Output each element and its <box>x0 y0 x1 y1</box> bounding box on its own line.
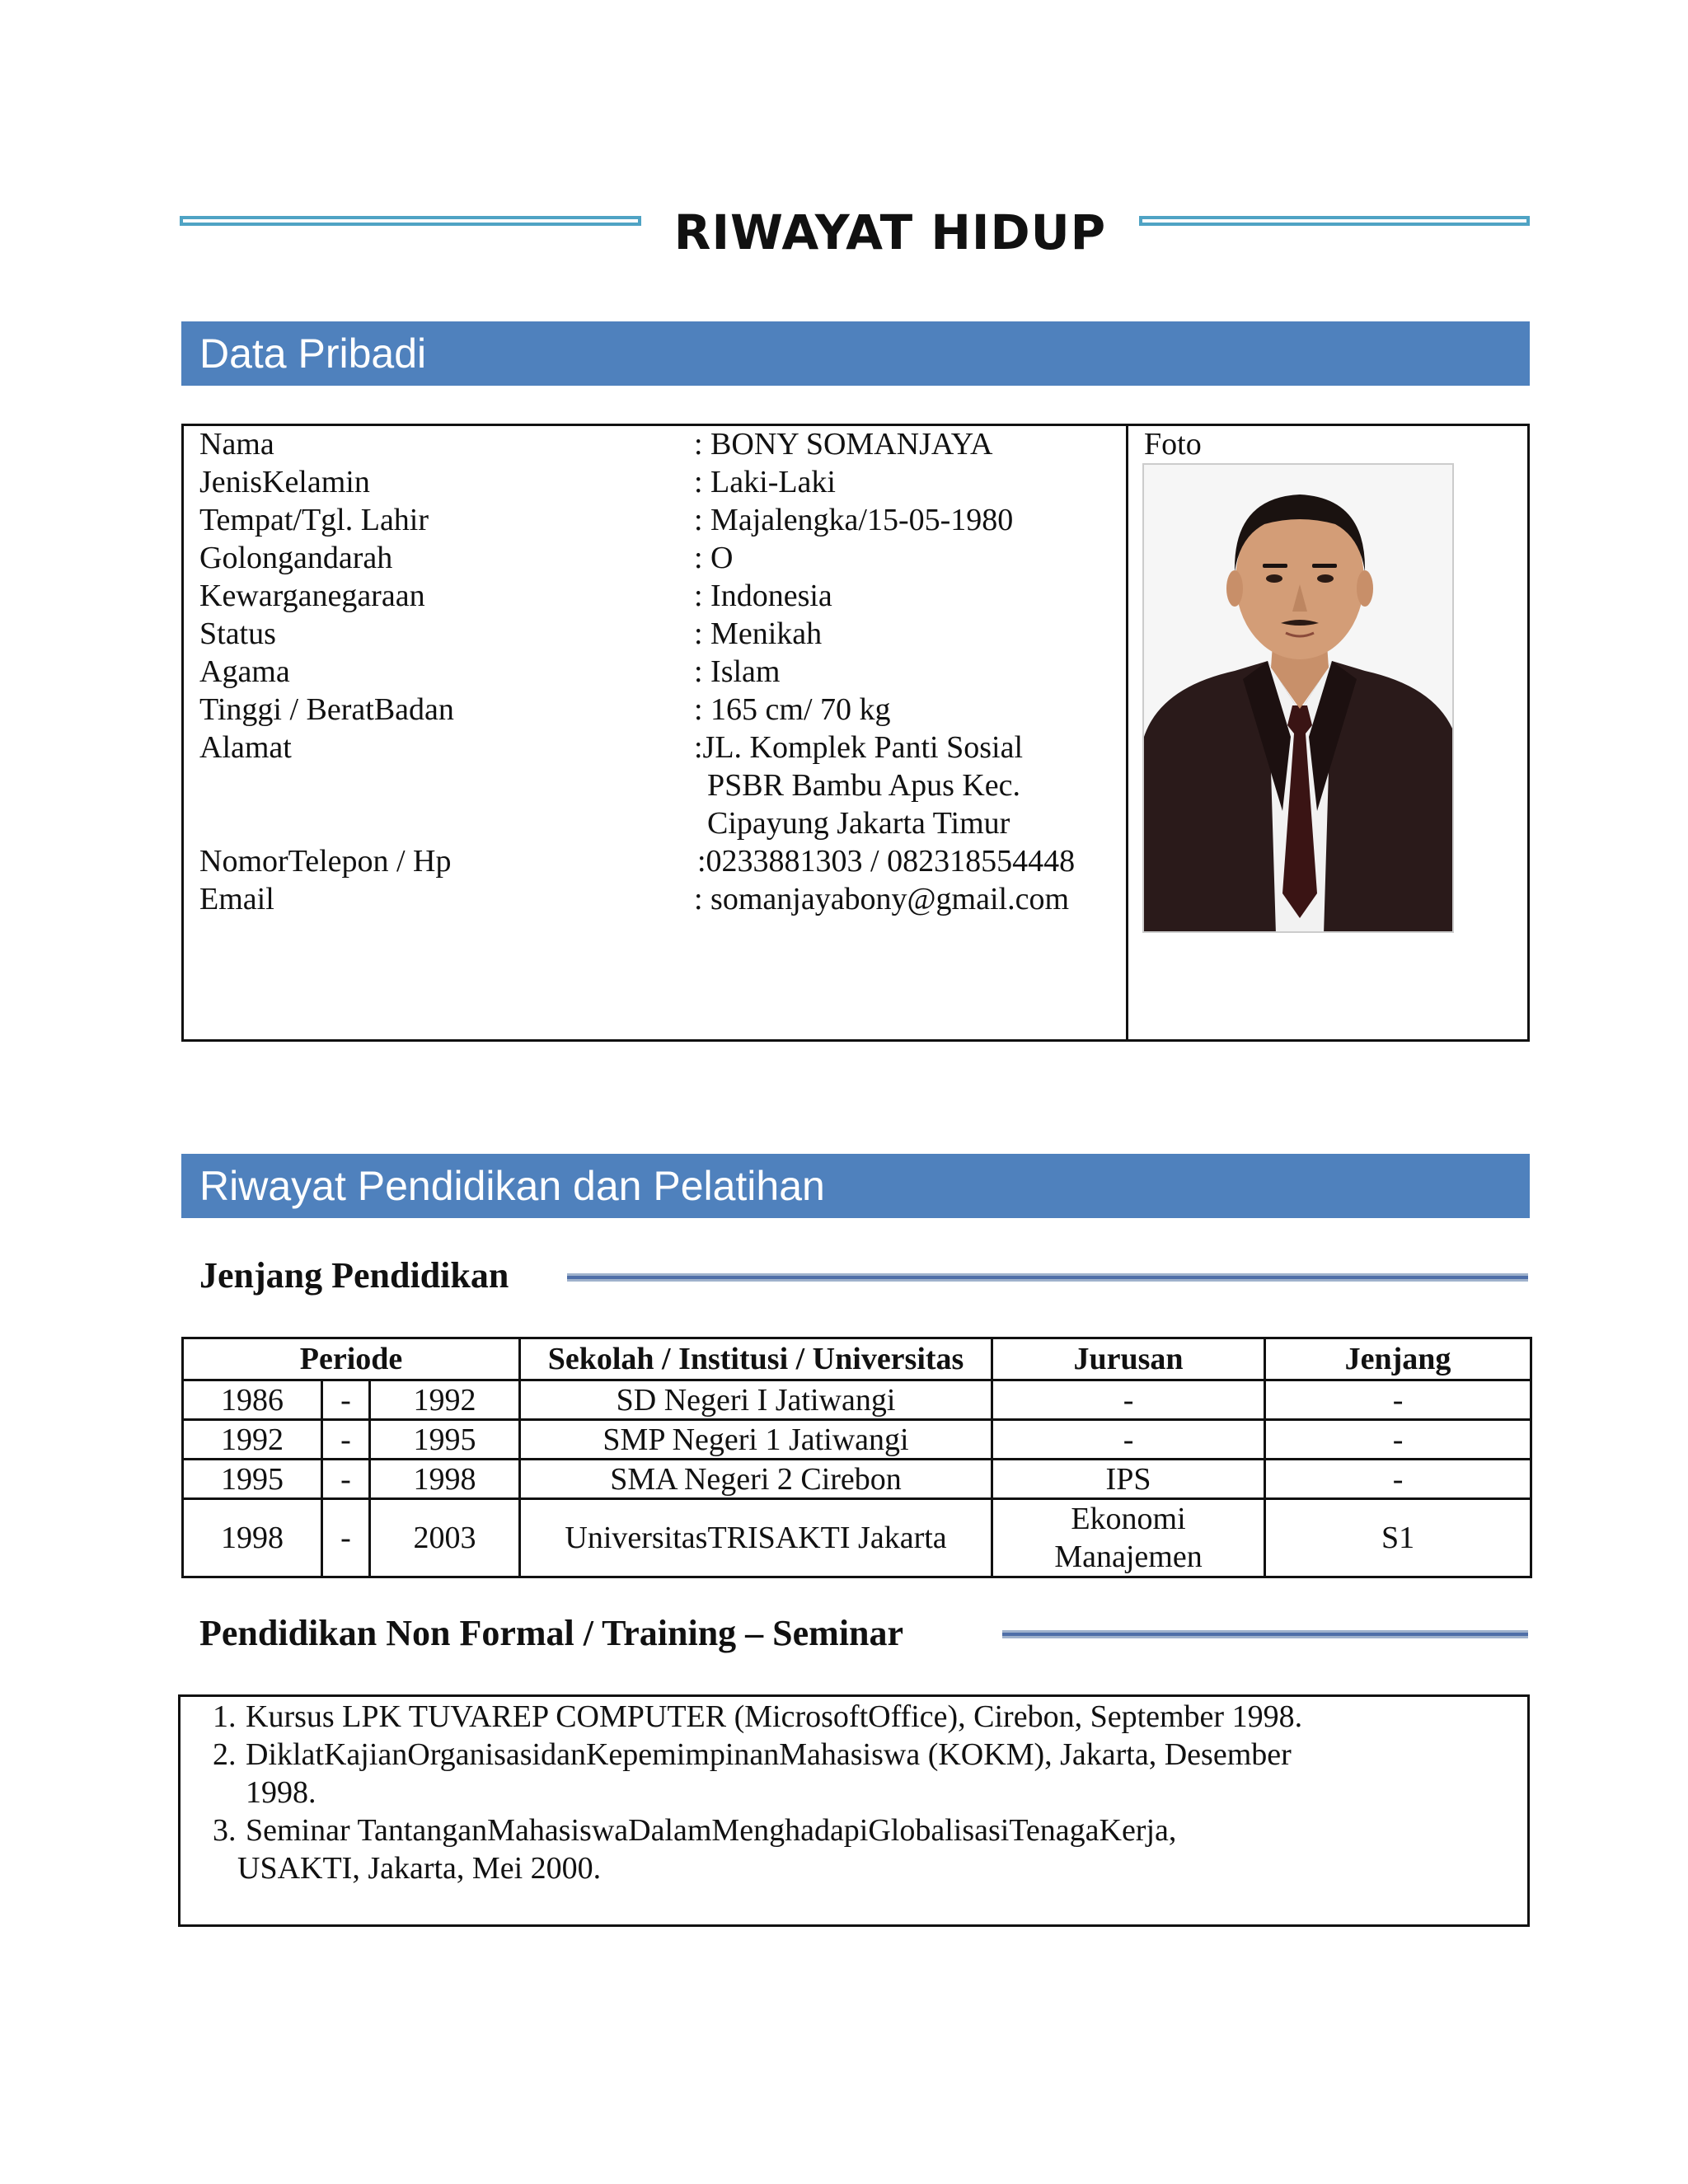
list-item-line: Kursus LPK TUVAREP COMPUTER (MicrosoftOffice), Cirebon, September 1998. <box>246 1699 1303 1734</box>
field-value-nama: : BONY SOMANJAYA <box>694 427 993 462</box>
person-portrait-icon <box>1142 463 1454 933</box>
table-row <box>183 1380 1531 1420</box>
field-value-email: : somanjayabony@gmail.com <box>694 882 1070 916</box>
section-header-personal: Data Pribadi <box>181 321 1530 386</box>
jenjang: - <box>1265 1460 1531 1499</box>
jurusan: IPS <box>992 1460 1265 1499</box>
section-header-education: Riwayat Pendidikan dan Pelatihan <box>181 1154 1530 1218</box>
period-from: 1998 <box>183 1499 322 1577</box>
jurusan-line-2: Manajemen <box>1054 1540 1203 1574</box>
page-title: RIWAYAT HIDUP <box>673 204 1107 260</box>
field-value-agama: : Islam <box>694 654 781 689</box>
period-from: 1995 <box>183 1460 322 1499</box>
jenjang: S1 <box>1265 1499 1531 1577</box>
field-value-alamat-line-1: :JL. Komplek Panti Sosial <box>694 730 1023 765</box>
field-label-alamat: Alamat <box>199 730 292 765</box>
list-item-line: USAKTI, Jakarta, Mei 2000. <box>237 1851 602 1886</box>
jenjang: - <box>1265 1420 1531 1460</box>
education-table <box>181 1337 1532 1578</box>
list-item <box>213 1811 1498 1887</box>
list-item-line: DiklatKajianOrganisasidanKepemimpinanMahasiswa (KOKM), Jakarta, Desember <box>246 1737 1292 1772</box>
school-name: SMA Negeri 2 Cirebon <box>520 1460 992 1499</box>
field-value-alamat-line-3: Cipayung Jakarta Timur <box>707 806 1010 841</box>
period-to: 1998 <box>370 1460 520 1499</box>
school-name: UniversitasTRISAKTI Jakarta <box>520 1499 992 1577</box>
header-periode: Periode <box>183 1338 520 1380</box>
school-name: SD Negeri I Jatiwangi <box>520 1380 992 1420</box>
period-dash: - <box>322 1460 370 1499</box>
field-label-agama: Agama <box>199 654 290 689</box>
jenjang-heading: Jenjang Pendidikan <box>199 1255 509 1296</box>
field-label-email: Email <box>199 882 274 916</box>
period-to: 2003 <box>370 1499 520 1577</box>
list-item-line: 1998. <box>246 1775 316 1810</box>
field-label-telepon: NomorTelepon / Hp <box>199 844 452 879</box>
personal-data-divider <box>1126 424 1128 1042</box>
field-label-nama: Nama <box>199 427 274 462</box>
training-list <box>213 1698 1498 1887</box>
title-decor-right <box>1139 216 1530 226</box>
period-to: 1992 <box>370 1380 520 1420</box>
list-item-number: 1. <box>213 1699 237 1734</box>
field-label-kewarganegaraan: Kewarganegaraan <box>199 579 425 613</box>
jurusan <box>992 1499 1265 1577</box>
period-dash: - <box>322 1420 370 1460</box>
field-label-jenis-kelamin: JenisKelamin <box>199 465 370 499</box>
field-label-tempat-tgl-lahir: Tempat/Tgl. Lahir <box>199 503 429 537</box>
list-item-number: 2. <box>213 1737 237 1772</box>
jenjang-heading-rule <box>567 1273 1528 1282</box>
field-value-tinggi-berat: : 165 cm/ 70 kg <box>694 692 891 727</box>
field-label-tinggi-berat: Tinggi / BeratBadan <box>199 692 454 727</box>
nonformal-heading: Pendidikan Non Formal / Training – Seminar <box>199 1613 904 1653</box>
jurusan-line-1: Ekonomi <box>1071 1502 1186 1536</box>
field-value-tempat-tgl-lahir: : Majalengka/15-05-1980 <box>694 503 1014 537</box>
period-dash: - <box>322 1380 370 1420</box>
jenjang: - <box>1265 1380 1531 1420</box>
field-value-alamat-line-2: PSBR Bambu Apus Kec. <box>707 768 1021 803</box>
table-row <box>183 1499 1531 1577</box>
list-item <box>213 1698 1498 1736</box>
title-decor-left <box>180 216 641 226</box>
nonformal-heading-rule <box>1002 1630 1528 1638</box>
header-jurusan: Jurusan <box>992 1338 1265 1380</box>
table-row <box>183 1460 1531 1499</box>
school-name: SMP Negeri 1 Jatiwangi <box>520 1420 992 1460</box>
jurusan: - <box>992 1420 1265 1460</box>
period-dash: - <box>322 1499 370 1577</box>
period-to: 1995 <box>370 1420 520 1460</box>
header-jenjang: Jenjang <box>1265 1338 1531 1380</box>
list-item-line: Seminar TantanganMahasiswaDalamMenghadapiGlobalisasiTenagaKerja, <box>246 1813 1177 1848</box>
field-value-kewarganegaraan: : Indonesia <box>694 579 832 613</box>
header-sekolah: Sekolah / Institusi / Universitas <box>520 1338 992 1380</box>
list-item <box>213 1736 1498 1811</box>
jurusan: - <box>992 1380 1265 1420</box>
field-label-golongan-darah: Golongandarah <box>199 541 393 575</box>
period-from: 1992 <box>183 1420 322 1460</box>
field-value-golongan-darah: : O <box>694 541 734 575</box>
field-value-status: : Menikah <box>694 616 823 651</box>
period-from: 1986 <box>183 1380 322 1420</box>
field-value-jenis-kelamin: : Laki-Laki <box>694 465 836 499</box>
field-label-status: Status <box>199 616 276 651</box>
table-row <box>183 1420 1531 1460</box>
education-table-header-row <box>183 1338 1531 1380</box>
list-item-number: 3. <box>213 1813 237 1848</box>
field-value-telepon: :0233881303 / 082318554448 <box>697 844 1076 879</box>
foto-label: Foto <box>1144 427 1202 462</box>
